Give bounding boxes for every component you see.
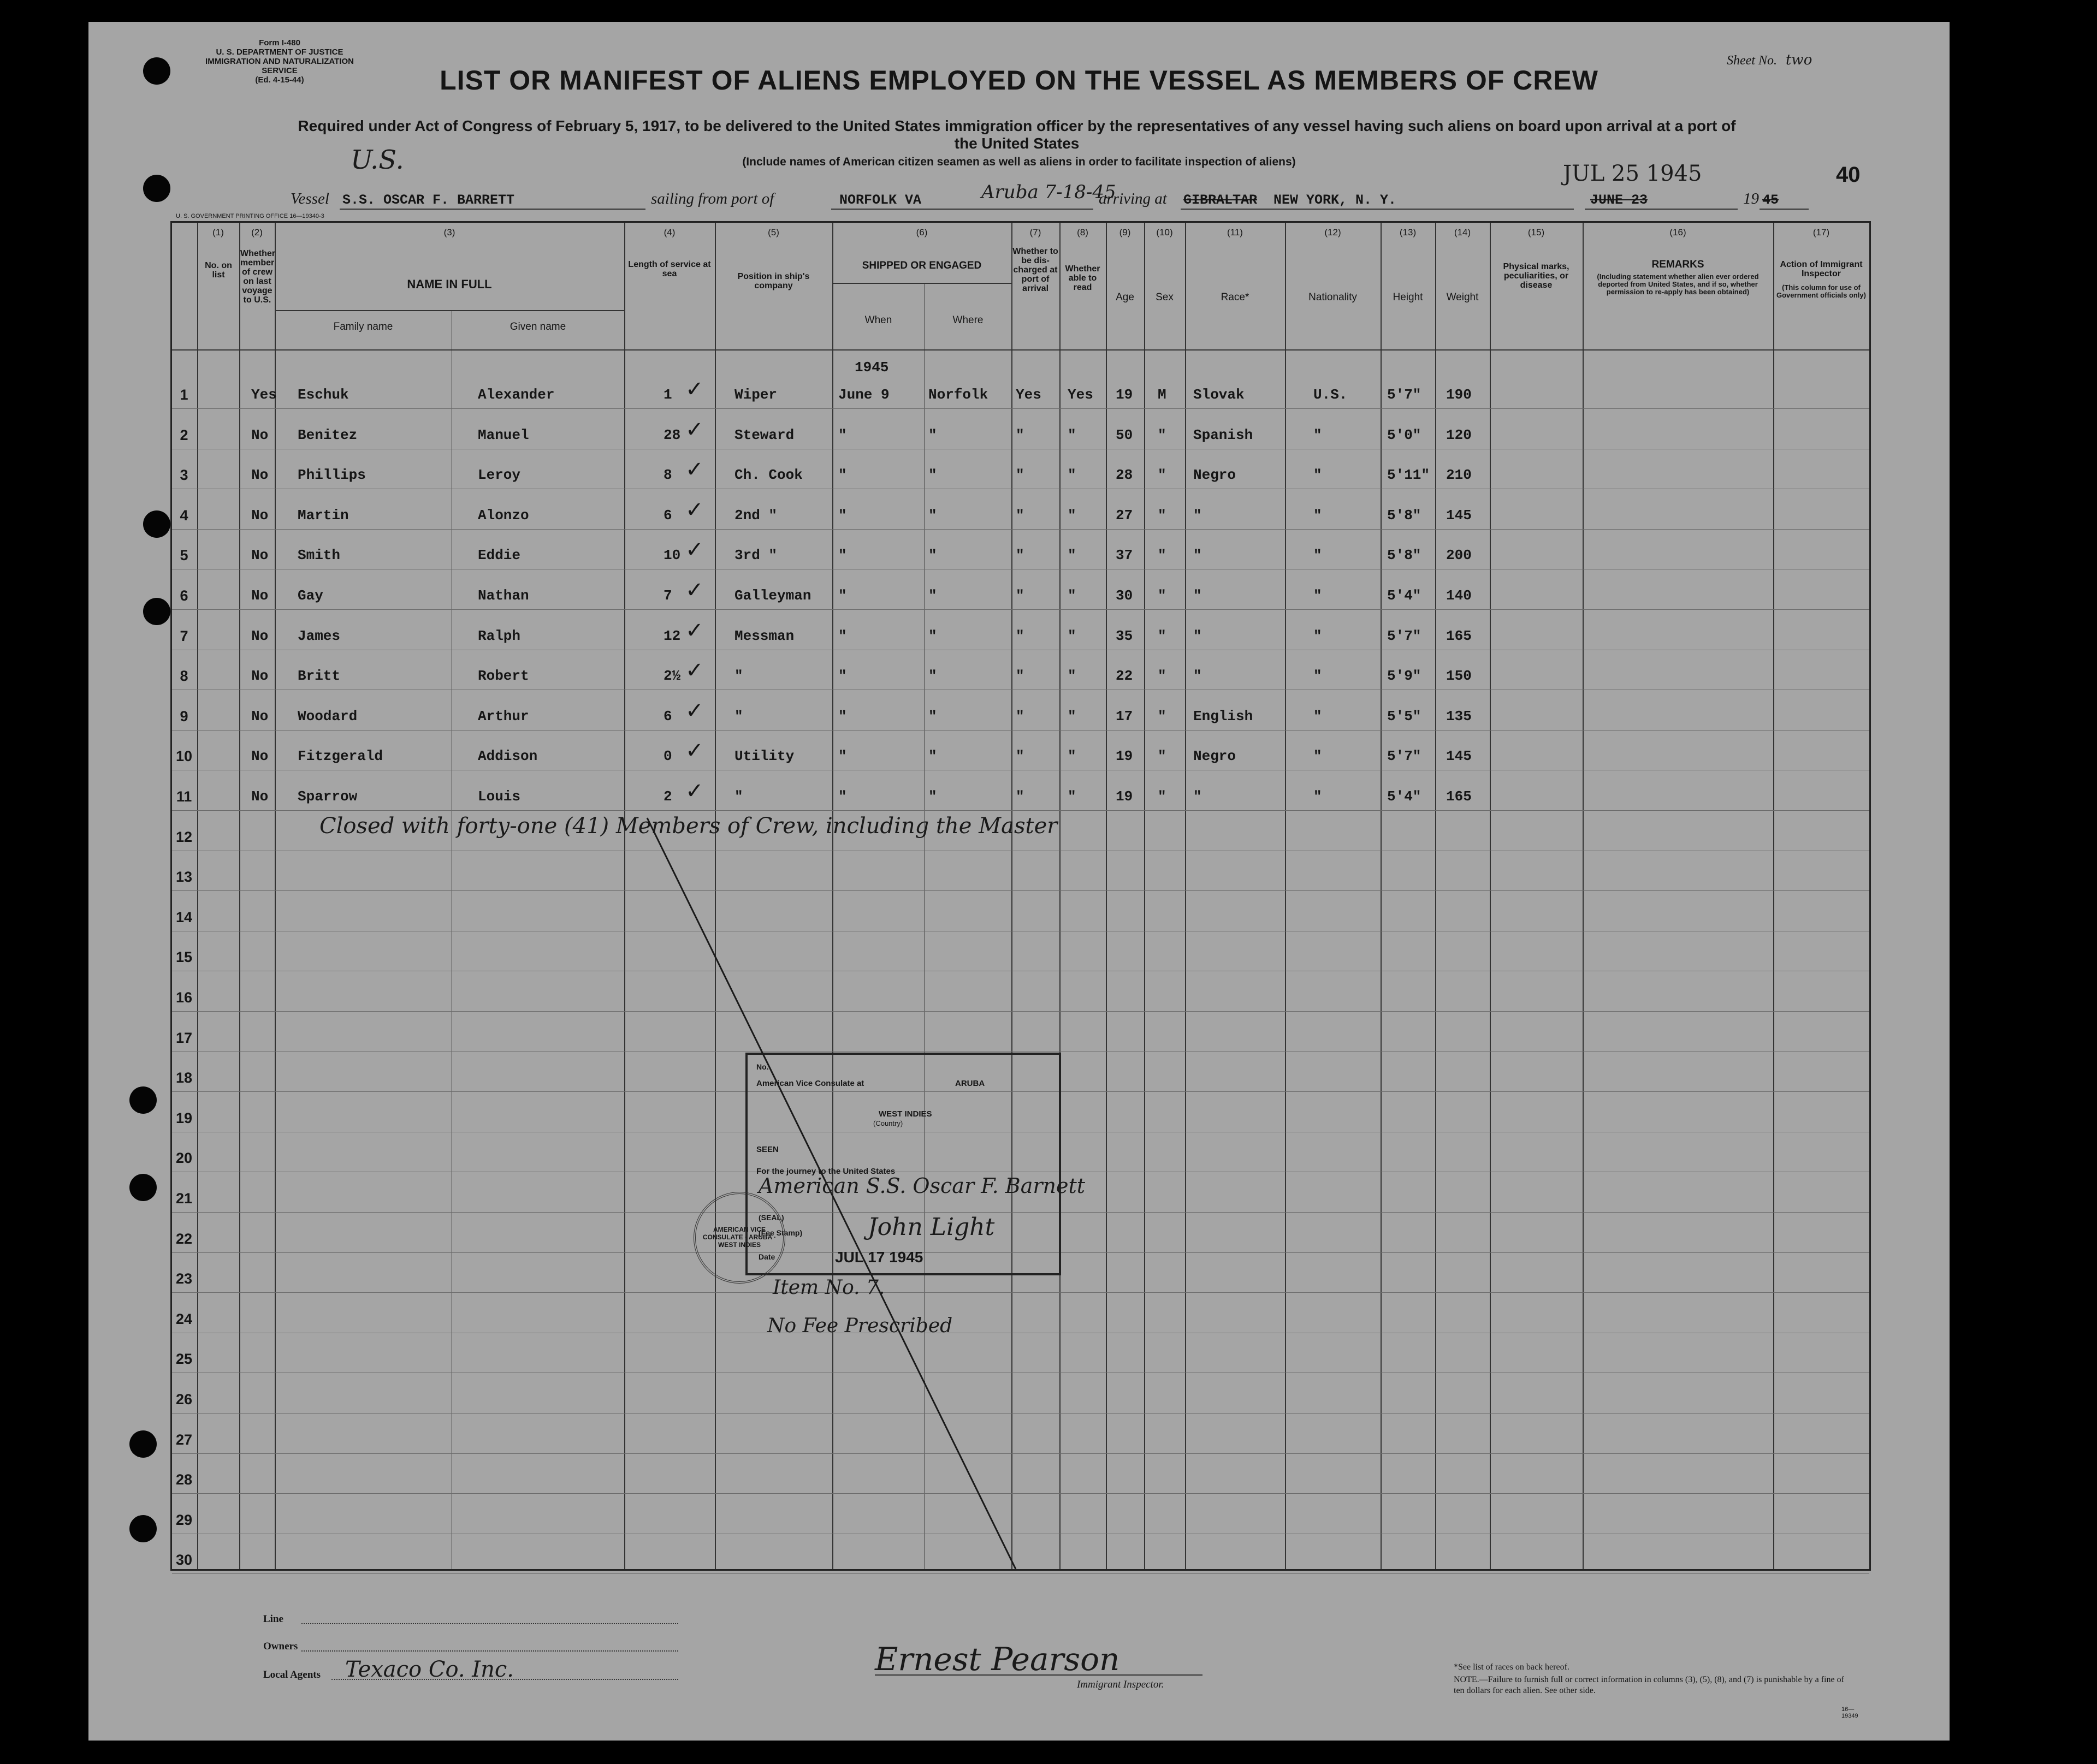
cell-height: 5'9" xyxy=(1387,668,1421,684)
cell-discharged: " xyxy=(1016,467,1024,483)
cell-family: Woodard xyxy=(298,708,358,724)
cell-race: " xyxy=(1193,587,1202,604)
arriving-struck: GIBRALTAR xyxy=(1183,192,1258,208)
cell-where: " xyxy=(928,628,937,644)
arriving-value: NEW YORK, N. Y. xyxy=(1273,192,1397,208)
cell-discharged: " xyxy=(1016,547,1024,563)
cell-service: 7 xyxy=(664,587,672,604)
cell-prev: No xyxy=(251,507,269,524)
cell-read: " xyxy=(1068,748,1076,764)
cell-position: " xyxy=(734,708,743,724)
column-number: (11) xyxy=(1227,227,1243,237)
row-number: 12 xyxy=(175,829,193,845)
column-header-race: Race* xyxy=(1221,292,1249,303)
cell-read: Yes xyxy=(1068,387,1093,403)
consulate-seal-icon: AMERICAN VICE CONSULATE · ARUBA · WEST INDIES xyxy=(694,1192,785,1284)
cell-age: 22 xyxy=(1116,668,1133,684)
column-header-service: Length of service at sea xyxy=(628,260,711,278)
cell-service: 1 xyxy=(664,387,672,403)
cell-race: Slovak xyxy=(1193,387,1245,403)
cell-given: Leroy xyxy=(478,467,521,483)
cell-service: 12 xyxy=(664,628,681,644)
cell-sex: " xyxy=(1158,507,1166,524)
cell-sex: " xyxy=(1158,547,1166,563)
year-label: 1945 xyxy=(855,359,889,376)
cell-position: 3rd " xyxy=(734,547,778,563)
cell-given: Manuel xyxy=(478,427,529,443)
check-mark-icon: ✓ xyxy=(685,377,704,402)
inspector-label: Immigrant Inspector. xyxy=(1077,1679,1164,1690)
cell-where: " xyxy=(928,507,937,524)
check-mark-icon: ✓ xyxy=(685,738,704,763)
sailing-handwritten: Aruba 7-18-45 xyxy=(981,181,1116,203)
cell-height: 5'4" xyxy=(1387,587,1421,604)
column-number: (12) xyxy=(1324,227,1341,237)
cell-weight: 140 xyxy=(1446,587,1472,604)
cell-sex: " xyxy=(1158,788,1166,805)
column-number: (16) xyxy=(1669,227,1686,237)
column-number: (3) xyxy=(443,227,455,237)
column-header-physical: Physical marks, peculiarities, or disease xyxy=(1503,262,1569,290)
column-number: (2) xyxy=(251,227,263,237)
cell-position: Steward xyxy=(734,427,795,443)
cell-age: 37 xyxy=(1116,547,1133,563)
cell-service: 28 xyxy=(664,427,681,443)
cell-discharged: " xyxy=(1016,668,1024,684)
cell-sex: " xyxy=(1158,587,1166,604)
cell-position: " xyxy=(734,788,743,805)
cell-age: 30 xyxy=(1116,587,1133,604)
cell-race: English xyxy=(1193,708,1253,724)
cell-prev: No xyxy=(251,708,269,724)
cell-where: " xyxy=(928,547,937,563)
cell-discharged: " xyxy=(1016,587,1024,604)
cell-weight: 200 xyxy=(1446,547,1472,563)
row-number: 29 xyxy=(175,1512,193,1528)
cell-height: 5'8" xyxy=(1387,547,1421,563)
cell-read: " xyxy=(1068,547,1076,563)
cell-prev: No xyxy=(251,427,269,443)
column-number: (17) xyxy=(1812,227,1830,237)
date-struck: JUNE 23 xyxy=(1590,192,1648,208)
cell-where: " xyxy=(928,668,937,684)
cell-discharged: " xyxy=(1016,427,1024,443)
cell-height: 5'5" xyxy=(1387,708,1421,724)
cell-family: Phillips xyxy=(298,467,366,483)
cell-age: 50 xyxy=(1116,427,1133,443)
cell-service: 10 xyxy=(664,547,681,563)
cell-when: " xyxy=(838,587,847,604)
column-number: (10) xyxy=(1156,227,1173,237)
cell-position: 2nd " xyxy=(734,507,778,524)
row-number: 24 xyxy=(175,1311,193,1327)
footer xyxy=(170,1575,1868,1733)
cell-prev: No xyxy=(251,748,269,764)
cell-family: Eschuk xyxy=(298,387,349,403)
print-office-note: U. S. GOVERNMENT PRINTING OFFICE 16—19340-3 xyxy=(176,213,324,219)
cell-service: 6 xyxy=(664,507,672,524)
column-header-sex: Sex xyxy=(1156,292,1174,303)
cell-when: " xyxy=(838,427,847,443)
cell-given: Eddie xyxy=(478,547,521,563)
punch-hole xyxy=(129,1174,157,1201)
check-mark-icon: ✓ xyxy=(685,417,704,442)
cell-height: 5'7" xyxy=(1387,748,1421,764)
vessel-value: S.S. OSCAR F. BARRETT xyxy=(342,192,515,208)
cell-nationality: " xyxy=(1313,708,1322,724)
cell-weight: 145 xyxy=(1446,748,1472,764)
cell-height: 5'4" xyxy=(1387,788,1421,805)
check-mark-icon: ✓ xyxy=(685,457,704,482)
owners-label: Owners xyxy=(263,1641,298,1652)
races-note: *See list of races on back hereof. xyxy=(1454,1662,1569,1672)
form-identifier: Form I-480 U. S. DEPARTMENT OF JUSTICE IMMIGRATION AND NATURALIZATION SERVICE (Ed. 4-15-44) xyxy=(205,38,354,85)
cell-given: Robert xyxy=(478,668,529,684)
cell-service: 0 xyxy=(664,748,672,764)
cell-service: 2 xyxy=(664,788,672,805)
cell-race: " xyxy=(1193,507,1202,524)
cell-family: Britt xyxy=(298,668,341,684)
cell-sex: M xyxy=(1158,387,1166,403)
cell-race: " xyxy=(1193,547,1202,563)
cell-sex: " xyxy=(1158,708,1166,724)
row-number: 9 xyxy=(180,708,188,724)
cell-nationality: " xyxy=(1313,467,1322,483)
row-number: 14 xyxy=(175,909,193,925)
cell-race: " xyxy=(1193,668,1202,684)
cell-nationality: " xyxy=(1313,547,1322,563)
column-header-no: No. on list xyxy=(205,261,232,280)
cell-age: 19 xyxy=(1116,788,1133,805)
arriving-label: arriving at xyxy=(1099,190,1167,207)
column-header-read: Whether able to read xyxy=(1065,264,1100,292)
cell-weight: 210 xyxy=(1446,467,1472,483)
column-header-where: Where xyxy=(952,314,984,326)
agents-label: Local Agents xyxy=(263,1669,321,1680)
check-mark-icon: ✓ xyxy=(685,779,704,804)
cell-nationality: U.S. xyxy=(1313,387,1348,403)
column-header-nationality: Nationality xyxy=(1308,292,1357,303)
cell-when: " xyxy=(838,668,847,684)
check-mark-icon: ✓ xyxy=(685,537,704,562)
punch-hole xyxy=(143,175,170,202)
subtitle-note: (Include names of American citizen seamen as well as aliens in order to facilitate inspection of aliens) xyxy=(742,156,1296,168)
consulate-stamp: No. American Vice Consulate at ARUBA WEST INDIES (Country) SEEN For the journey to the United States American S.S. Oscar F. Barnett (SEAL) (Fee Stamp) John Light Date JUL 17 1945 xyxy=(745,1053,1061,1275)
punch-hole xyxy=(129,1515,157,1542)
cell-race: Negro xyxy=(1193,748,1236,764)
row-number: 25 xyxy=(175,1351,193,1367)
row-number: 11 xyxy=(176,788,192,805)
column-number: (9) xyxy=(1119,227,1131,237)
cell-nationality: " xyxy=(1313,587,1322,604)
cell-family: Gay xyxy=(298,587,323,604)
row-number: 30 xyxy=(175,1552,193,1568)
row-number: 15 xyxy=(175,949,193,965)
row-number: 16 xyxy=(175,989,193,1006)
cell-prev: No xyxy=(251,668,269,684)
column-number: (7) xyxy=(1029,227,1041,237)
cell-where: Norfolk xyxy=(928,387,988,403)
cell-nationality: " xyxy=(1313,748,1322,764)
cell-position: Wiper xyxy=(734,387,778,403)
year-struck: 45 xyxy=(1762,192,1779,208)
cell-given: Ralph xyxy=(478,628,521,644)
row-number: 1 xyxy=(180,387,188,403)
penalty-note: NOTE.—Failure to furnish full or correct information in columns (3), (5), (8), and (7) is punishable by a fine of ten dollars for each alien. See other side. xyxy=(1454,1675,1844,1695)
cell-prev: No xyxy=(251,628,269,644)
cell-sex: " xyxy=(1158,668,1166,684)
received-date-stamp: JUL 25 1945 xyxy=(1563,161,1702,186)
column-header-shipped: SHIPPED OR ENGAGED xyxy=(862,260,982,271)
row-number: 2 xyxy=(180,427,188,443)
cell-sex: " xyxy=(1158,748,1166,764)
cell-age: 19 xyxy=(1116,387,1133,403)
cell-nationality: " xyxy=(1313,507,1322,524)
column-header-family: Family name xyxy=(333,321,393,332)
column-header-height: Height xyxy=(1393,292,1423,303)
cell-age: 35 xyxy=(1116,628,1133,644)
cell-given: Alonzo xyxy=(478,507,529,524)
cell-nationality: " xyxy=(1313,427,1322,443)
sailing-label: sailing from port of xyxy=(651,190,774,207)
row-number: 4 xyxy=(180,507,188,524)
column-header-weight: Weight xyxy=(1446,292,1479,303)
cell-when: June 9 xyxy=(838,387,890,403)
closing-note: Closed with forty-one (41) Members of Crew, including the Master xyxy=(319,813,1058,839)
cell-age: 27 xyxy=(1116,507,1133,524)
cell-family: Fitzgerald xyxy=(298,748,383,764)
cell-prev: No xyxy=(251,788,269,805)
row-number: 20 xyxy=(175,1150,193,1166)
handwritten-us-mark: U.S. xyxy=(351,145,404,175)
check-mark-icon: ✓ xyxy=(685,698,704,723)
cell-discharged: Yes xyxy=(1016,387,1041,403)
cell-family: Sparrow xyxy=(298,788,358,805)
cell-sex: " xyxy=(1158,467,1166,483)
page-subtitle: Required under Act of Congress of February 5, 1917, to be delivered to the United States immigration officer by the representatives of any vessel having such aliens on board upon arrival at a port of the United States xyxy=(298,117,1736,152)
cell-where: " xyxy=(928,467,937,483)
cell-weight: 135 xyxy=(1446,708,1472,724)
sheet-number: Sheet No. two xyxy=(1727,52,1812,68)
punch-hole xyxy=(129,1086,157,1114)
cell-where: " xyxy=(928,708,937,724)
cell-age: 17 xyxy=(1116,708,1133,724)
row-number: 18 xyxy=(175,1070,193,1086)
consul-signature: John Light xyxy=(868,1213,995,1241)
row-number: 17 xyxy=(175,1030,193,1046)
column-header-when: When xyxy=(864,314,892,326)
row-number: 5 xyxy=(180,547,188,563)
cell-read: " xyxy=(1068,427,1076,443)
column-header-prev-voyage: Whether member of crew on last voyage to U.S. xyxy=(240,249,275,305)
column-header-name: NAME IN FULL xyxy=(407,277,492,291)
cell-when: " xyxy=(838,547,847,563)
cell-when: " xyxy=(838,507,847,524)
cell-where: " xyxy=(928,748,937,764)
inspector-note: (This column for use of Government officials only) xyxy=(1776,283,1866,299)
column-header-inspector: Action of Immigrant Inspector xyxy=(1780,260,1863,278)
column-number: (4) xyxy=(664,227,676,237)
remarks-note: (Including statement whether alien ever ordered deported from United States, and if so, whether permission to re-apply has been obtained) xyxy=(1597,272,1759,296)
row-number: 8 xyxy=(180,668,188,684)
cell-discharged: " xyxy=(1016,628,1024,644)
line-label: Line xyxy=(263,1613,283,1625)
cell-race: Spanish xyxy=(1193,427,1253,443)
cell-read: " xyxy=(1068,788,1076,805)
cell-family: Smith xyxy=(298,547,341,563)
row-number: 26 xyxy=(175,1391,193,1407)
cell-when: " xyxy=(838,788,847,805)
column-number: (5) xyxy=(768,227,779,237)
check-mark-icon: ✓ xyxy=(685,618,704,643)
cell-position: Ch. Cook xyxy=(734,467,803,483)
cell-given: Nathan xyxy=(478,587,529,604)
cell-weight: 165 xyxy=(1446,788,1472,805)
row-number: 7 xyxy=(180,628,188,644)
row-number: 21 xyxy=(175,1190,193,1207)
punch-hole xyxy=(143,598,170,625)
cell-read: " xyxy=(1068,708,1076,724)
cell-weight: 120 xyxy=(1446,427,1472,443)
cell-where: " xyxy=(928,587,937,604)
row-number: 6 xyxy=(180,587,188,604)
column-number: (6) xyxy=(916,227,928,237)
column-number: (13) xyxy=(1399,227,1417,237)
fee-note: No Fee Prescribed xyxy=(767,1315,953,1337)
cell-position: Galleyman xyxy=(734,587,811,604)
check-mark-icon: ✓ xyxy=(685,578,704,603)
cell-given: Alexander xyxy=(478,387,555,403)
cell-discharged: " xyxy=(1016,788,1024,805)
cell-where: " xyxy=(928,427,937,443)
cell-given: Louis xyxy=(478,788,521,805)
punch-hole xyxy=(143,510,170,538)
cell-nationality: " xyxy=(1313,668,1322,684)
cell-prev: No xyxy=(251,467,269,483)
cell-sex: " xyxy=(1158,427,1166,443)
inspector-signature: Ernest Pearson xyxy=(875,1641,1120,1678)
row-number: 13 xyxy=(175,869,193,885)
agents-value: Texaco Co. Inc. xyxy=(345,1657,514,1682)
cell-read: " xyxy=(1068,668,1076,684)
cell-age: 28 xyxy=(1116,467,1133,483)
cell-weight: 165 xyxy=(1446,628,1472,644)
cell-when: " xyxy=(838,467,847,483)
cell-sex: " xyxy=(1158,628,1166,644)
row-number: 28 xyxy=(175,1471,193,1488)
vessel-label: Vessel xyxy=(291,190,329,207)
punch-hole xyxy=(129,1430,157,1458)
cell-family: Martin xyxy=(298,507,349,524)
cell-height: 5'7" xyxy=(1387,387,1421,403)
cell-when: " xyxy=(838,628,847,644)
column-number: (14) xyxy=(1454,227,1471,237)
column-number: (8) xyxy=(1077,227,1088,237)
cell-read: " xyxy=(1068,628,1076,644)
row-number: 22 xyxy=(175,1231,193,1247)
cell-height: 5'11" xyxy=(1387,467,1430,483)
cell-race: Negro xyxy=(1193,467,1236,483)
row-number: 27 xyxy=(175,1432,193,1448)
column-header-remarks: REMARKS xyxy=(1651,259,1704,270)
cell-race: " xyxy=(1193,628,1202,644)
cell-family: Benitez xyxy=(298,427,358,443)
vessel-line xyxy=(291,181,1874,213)
cell-given: Arthur xyxy=(478,708,529,724)
cell-height: 5'7" xyxy=(1387,628,1421,644)
cell-race: " xyxy=(1193,788,1202,805)
crew-table xyxy=(170,221,1871,1571)
row-number: 10 xyxy=(175,748,193,764)
cell-service: 6 xyxy=(664,708,672,724)
cell-height: 5'8" xyxy=(1387,507,1421,524)
cell-nationality: " xyxy=(1313,788,1322,805)
cell-prev: No xyxy=(251,547,269,563)
item-number: Item No. 7. xyxy=(773,1276,885,1299)
row-number: 23 xyxy=(175,1270,193,1287)
cell-prev: No xyxy=(251,587,269,604)
row-number: 3 xyxy=(180,467,188,483)
cell-position: " xyxy=(734,668,743,684)
year-prefix: 19 xyxy=(1743,190,1759,207)
cell-when: " xyxy=(838,748,847,764)
column-header-age: Age xyxy=(1116,292,1134,303)
cell-family: James xyxy=(298,628,341,644)
cell-where: " xyxy=(928,788,937,805)
cell-discharged: " xyxy=(1016,708,1024,724)
cell-given: Addison xyxy=(478,748,538,764)
column-header-discharged: Whether to be dis-charged at port of arrival xyxy=(1012,247,1058,293)
column-number: (15) xyxy=(1527,227,1545,237)
sailing-value: NORFOLK VA xyxy=(839,192,922,208)
cell-service: 8 xyxy=(664,467,672,483)
cell-nationality: " xyxy=(1313,628,1322,644)
cell-prev: Yes xyxy=(251,387,277,403)
cell-age: 19 xyxy=(1116,748,1133,764)
cell-read: " xyxy=(1068,587,1076,604)
cell-weight: 150 xyxy=(1446,668,1472,684)
cell-position: Utility xyxy=(734,748,795,764)
page-title: LIST OR MANIFEST OF ALIENS EMPLOYED ON THE VESSEL AS MEMBERS OF CREW xyxy=(440,65,1598,96)
form-code: 16—19349 xyxy=(1841,1706,1858,1719)
row-number: 19 xyxy=(175,1110,193,1126)
cell-when: " xyxy=(838,708,847,724)
cell-position: Messman xyxy=(734,628,795,644)
check-mark-icon: ✓ xyxy=(685,658,704,683)
diagonal-cancel-line xyxy=(172,223,1869,1569)
cell-service: 2½ xyxy=(664,668,681,684)
page-number: 40 xyxy=(1836,163,1861,187)
column-number: (1) xyxy=(212,227,224,237)
cell-read: " xyxy=(1068,507,1076,524)
column-header-given: Given name xyxy=(510,321,566,332)
cell-weight: 190 xyxy=(1446,387,1472,403)
cell-discharged: " xyxy=(1016,507,1024,524)
cell-height: 5'0" xyxy=(1387,427,1421,443)
cell-weight: 145 xyxy=(1446,507,1472,524)
manifest-page xyxy=(88,22,1950,1741)
column-header-position: Position in ship's company xyxy=(737,272,810,290)
cell-discharged: " xyxy=(1016,748,1024,764)
check-mark-icon: ✓ xyxy=(685,497,704,522)
cell-read: " xyxy=(1068,467,1076,483)
